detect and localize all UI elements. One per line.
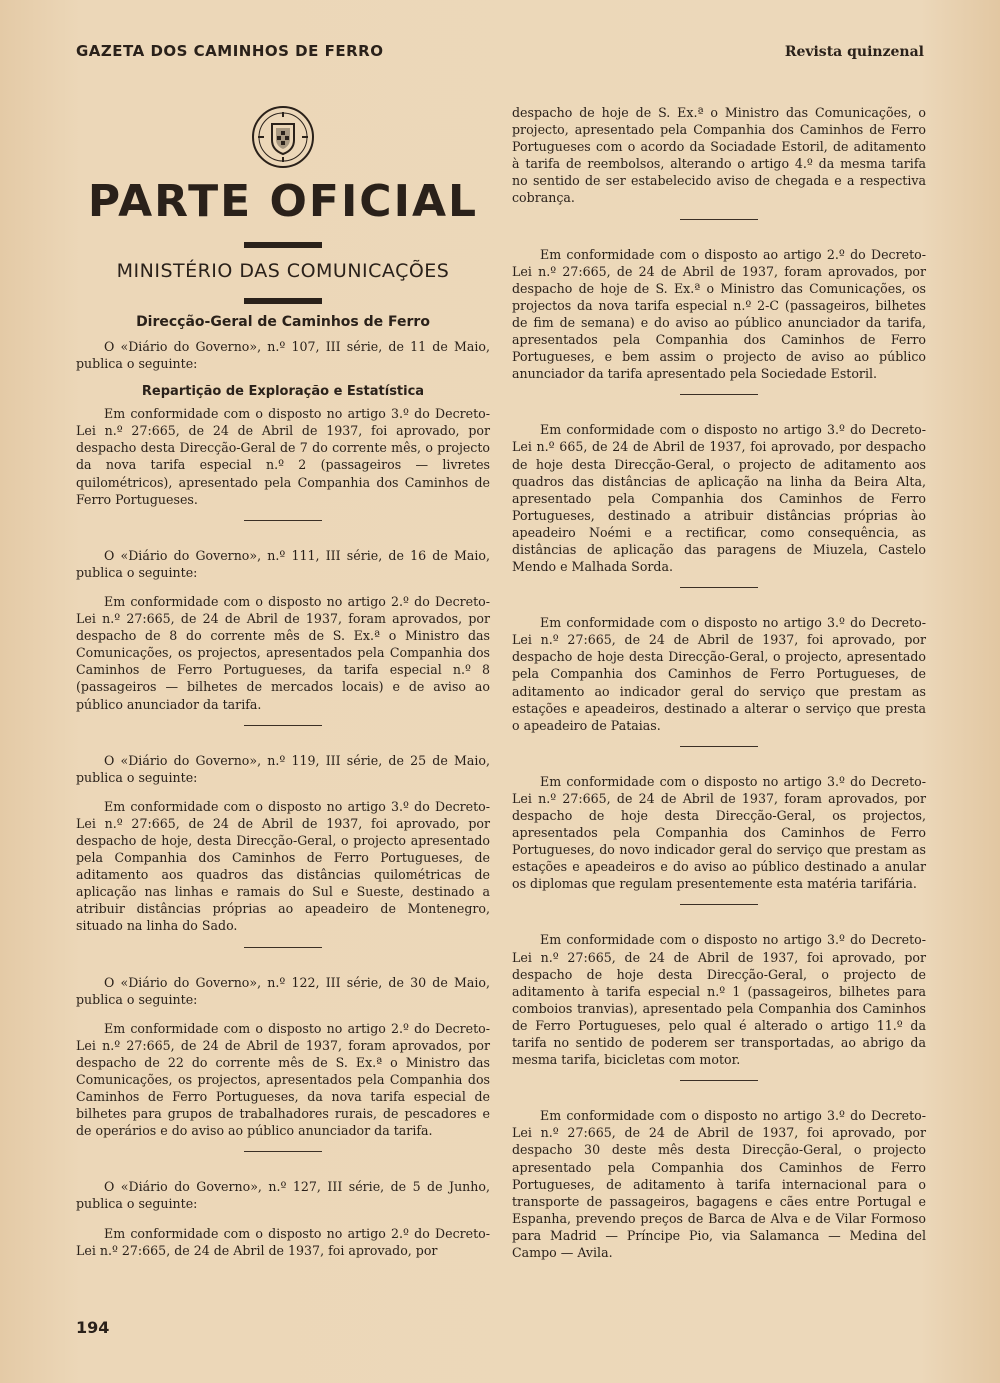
ministry-rule	[244, 298, 322, 304]
left-column	[76, 104, 490, 1267]
separator	[680, 746, 758, 747]
ministry-heading: MINISTÉRIO DAS COMUNICAÇÕES	[116, 260, 450, 282]
title-rule	[244, 242, 322, 248]
directorate-heading: Direcção-Geral de Caminhos de Ferro	[136, 314, 430, 330]
separator	[680, 904, 758, 905]
separator	[680, 219, 758, 220]
decree-text-4: Em conformidade com o disposto no artigo 2.º do Decreto-Lei n.º 27:665, de 24 de Abril de 1937, foram aprovados, por despacho de 22 do corrente mês de S. Ex.ª o Ministro das Comunicações, os projectos, apresentados pela Companhia dos Caminhos de Ferro Portugueses, da nova tarifa especial de bilhetes para grupos de trabalhadores rurais, de pescadores e de operários e do aviso ao público anunciador da tarifa.	[76, 1020, 490, 1139]
page-number: 194	[76, 1318, 110, 1337]
page-title: PARTE OFICIAL	[87, 176, 479, 227]
decree-text-10: Em conformidade com o disposto no artigo 3.º do Decreto-Lei n.º 27:665, de 24 de Abril de 1937, foi aprovado, por despacho de hoje desta Direcção-Geral, o projecto de aditamento à tarifa especial n.º 1 (passageiros, bilhetes para comboios tranvias), apresentado pela Companhia dos Caminhos de Ferro Portugueses, pelo qual é alterado o artigo 11.º da tarifa no sentido de poderem ser transportadas, ao abrigo da mesma tarifa, bicicletas com motor.	[512, 932, 926, 1068]
announcement-1: O «Diário do Governo», n.º 107, III série, de 11 de Maio, publica o seguinte:	[76, 339, 490, 372]
separator	[680, 1080, 758, 1081]
decree-text-1: Em conformidade com o disposto no artigo 3.º do Decreto-Lei n.º 27:665, de 24 de Abril de 1937, foi aprovado, por despacho desta Direcção-Geral de 7 do corrente mês, o projecto da nova tarifa especial n.º 2 (passageiros — livretes quilométricos), apresentado pela Companhia dos Caminhos de Ferro Portugueses.	[76, 406, 490, 507]
section-heading: Repartição de Exploração e Estatística	[141, 384, 425, 400]
decree-text-6: Em conformidade com o disposto ao artigo 2.º do Decreto-Lei n.º 27:665, de 24 de Abril de 1937, foram aprovados, por despacho de hoje de S. Ex.ª o Ministro das Comunicações, os projectos da nova tarifa especial n.º 2-C (passageiros, bilhetes de fim de semana) e do aviso ao público anunciador da tarifa, apresentados pela Companhia dos Caminhos de Ferro Portugueses, e bem assim o projecto de aviso ao público anunciador da tarifa apresentado pela Sociedade Estoril.	[512, 246, 926, 382]
decree-text-5: Em conformidade com o disposto no artigo 2.º do Decreto-Lei n.º 27:665, de 24 de Abril de 1937, foi aprovado, por	[76, 1225, 490, 1258]
separator	[244, 1151, 322, 1152]
separator	[244, 947, 322, 948]
separator	[244, 725, 322, 726]
announcement-5: O «Diário do Governo», n.º 127, III série, de 5 de Junho, publica o seguinte:	[76, 1179, 490, 1212]
decree-text-3: Em conformidade com o disposto no artigo 3.º do Decreto-Lei n.º 27:665, de 24 de Abril de 1937, foi aprovado, por despacho de hoje, desta Direcção-Geral, o projecto apresentado pela Companhia dos Caminhos de Ferro Portugueses, de aditamento aos quadros das distâncias quilométricas de aplicação nas linhas e ramais do Sul e Sueste, destinado a atribuir distâncias próprias ao apeadeiro de Montenegro, situado na linha do Sado.	[76, 798, 490, 934]
announcement-2: O «Diário do Governo», n.º 111, III série, de 16 de Maio, publica o seguinte:	[76, 547, 490, 580]
announcement-4: O «Diário do Governo», n.º 122, III série, de 30 de Maio, publica o seguinte:	[76, 974, 490, 1007]
decree-text-11: Em conformidade com o disposto no artigo 3.º do Decreto-Lei n.º 27:665, de 24 de Abril de 1937, foi aprovado, por despacho 30 deste mês desta Direcção-Geral, o projecto apresentado pela Companhia dos Caminhos de Ferro Portugueses, de aditamento à tarifa internacional para o transporte de passageiros, bagagens e cães entre Portugal e Espanha, prevendo preços de Barca de Alva e de Vilar Formoso para Madrid — Príncipe Pio, via Salamanca — Medina del Campo — Avila.	[512, 1108, 926, 1260]
right-column	[512, 104, 926, 1267]
coat-of-arms-icon	[250, 104, 316, 170]
decree-text-9: Em conformidade com o disposto no artigo 3.º do Decreto-Lei n.º 27:665, de 24 de Abril de 1937, foram aprovados, por despacho de hoje desta Direcção-Geral, os projectos, apresentados pela Companhia dos Caminhos de Ferro Portugueses, do novo indicador geral do serviço que prestam as estações e apeadeiros e do aviso ao público destinado a anular os diplomas que regulam presentemente esta matéria tarifária.	[512, 773, 926, 892]
separator	[680, 394, 758, 395]
publication-title: GAZETA DOS CAMINHOS DE FERRO	[76, 42, 384, 60]
announcement-3: O «Diário do Governo», n.º 119, III série, de 25 de Maio, publica o seguinte:	[76, 752, 490, 785]
separator	[680, 587, 758, 588]
decree-text-2: Em conformidade com o disposto no artigo 2.º do Decreto-Lei n.º 27:665, de 24 de Abril de 1937, foram aprovados, por despacho de 8 do corrente mês de S. Ex.ª o Ministro das Comunicações, os projectos, apresentados pela Companhia dos Caminhos de Ferro Portugueses, da tarifa especial n.º 8 (passageiros — bilhetes de mercados locais) e de aviso ao público anunciador da tarifa.	[76, 593, 490, 712]
separator	[244, 520, 322, 521]
decree-text-8: Em conformidade com o disposto no artigo 3.º do Decreto-Lei n.º 27:665, de 24 de Abril de 1937, foi aprovado, por despacho de hoje desta Direcção-Geral, o projecto, apresentado pela Companhia dos Caminhos de Ferro Portugueses, de aditamento ao indicador geral do serviço que prestam as estações e apeadeiros, destinado a alterar o serviço que presta o apeadeiro de Pataias.	[512, 615, 926, 733]
decree-text-continued: despacho de hoje de S. Ex.ª o Ministro das Comunicações, o projecto, apresentado pela Companhia dos Caminhos de Ferro Portugueses com o acordo da Sociadade Estoril, de aditamento à tarifa de reembolsos, alterando o artigo 4.º da mesma tarifa no sentido de ser estabelecido aviso de chegada e a respectiva cobrança.	[512, 105, 926, 206]
running-header	[76, 42, 924, 60]
publication-subtitle: Revista quinzenal	[784, 44, 924, 60]
decree-text-7: Em conformidade com o disposto no artigo 3.º do Decreto-Lei n.º 665, de 24 de Abril de 1937, foi aprovado, por despacho de hoje desta Direcção-Geral, o projecto de aditamento aos quadros das distâncias de aplicação na linha da Beira Alta, apresentado pela Companhia dos Caminhos de Ferro Portugueses, destinado a atribuir distâncias próprias ào apeadeiro Noémi e a rectificar, como consequência, as distâncias de aplicação das paragens de Miuzela, Castelo Mendo e Malhada Sorda.	[512, 422, 926, 575]
